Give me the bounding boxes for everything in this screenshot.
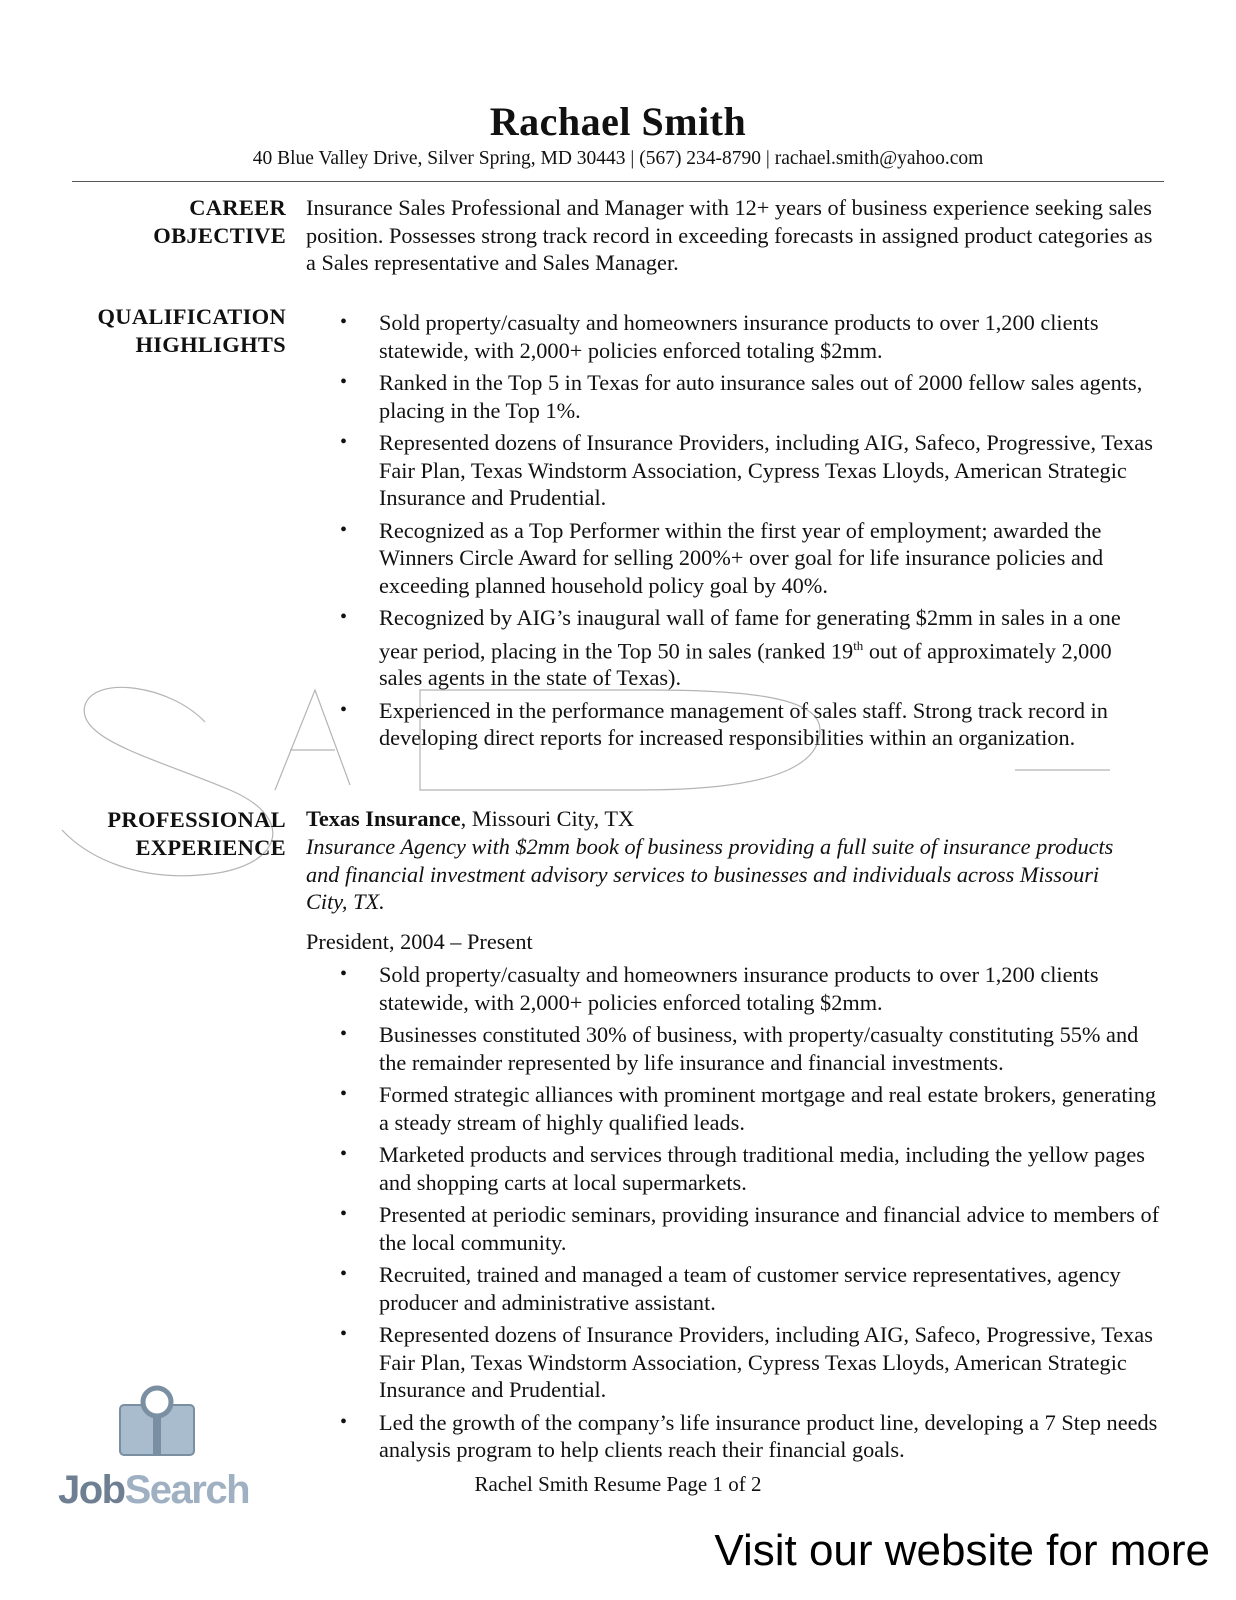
section-label-qualification-highlights: QUALIFICATION HIGHLIGHTS	[97, 304, 286, 357]
list-item: • Represented dozens of Insurance Providers, including AIG, Safeco, Progressive, Texas Fair Plan, Texas Windstorm Association, Cypress Texas Lloyds, American Strategic Insurance and Prudential.	[340, 429, 1160, 512]
experience-list	[340, 961, 1160, 1469]
list-item: • Recognized as a Top Performer within the first year of employment; awarded the Winners Circle Award for selling 200%+ over goal for life insurance policies and exceeding planned household policy goal by 40%.	[340, 517, 1160, 600]
jobsearch-logo-text: JobSearch	[58, 1468, 250, 1512]
header-divider	[72, 181, 1164, 182]
list-item: • Presented at periodic seminars, providing insurance and financial advice to members of the local community.	[340, 1201, 1160, 1256]
contact-line: 40 Blue Valley Drive, Silver Spring, MD 30443 | (567) 234-8790 | rachael.smith@yahoo.com	[252, 148, 984, 169]
list-item: • Recruited, trained and managed a team of customer service representatives, agency producer and administrative assistant.	[340, 1261, 1160, 1316]
list-item: • Sold property/casualty and homeowners insurance products to over 1,200 clients statewide, with 2,000+ policies enforced totaling $2mm.	[340, 961, 1160, 1016]
page-footer: Rachel Smith Resume Page 1 of 2	[474, 1472, 762, 1496]
career-objective-text: Insurance Sales Professional and Manager with 12+ years of business experience seeking sales position. Possesses strong track record in exceeding forecasts in assigned product categories as a Sales representative and Sales Manager.	[306, 195, 1153, 275]
list-item: • Experienced in the performance management of sales staff. Strong track record in developing direct reports for increased responsibilities within an organization.	[340, 697, 1160, 752]
company-location: , Missouri City, TX	[460, 806, 635, 831]
list-item: • Businesses constituted 30% of business, with property/casualty constituting 55% and the remainder represented by life insurance and financial investments.	[340, 1021, 1160, 1076]
candidate-name: Rachael Smith	[489, 99, 747, 144]
company-description: Insurance Agency with $2mm book of business providing a full suite of insurance products and financial investment advisory services to businesses and individuals across Missouri City, TX.	[306, 834, 1114, 914]
list-item: • Ranked in the Top 5 in Texas for auto insurance sales out of 2000 fellow sales agents, placing in the Top 1%.	[340, 369, 1160, 424]
section-label-professional-experience: PROFESSIONAL EXPERIENCE	[107, 807, 286, 860]
company-name: Texas Insurance	[306, 806, 461, 831]
company-line	[306, 806, 634, 832]
list-item: • Marketed products and services through traditional media, including the yellow pages and shopping carts at local supermarkets.	[340, 1141, 1160, 1196]
list-item: • Represented dozens of Insurance Providers, including AIG, Safeco, Progressive, Texas Fair Plan, Texas Windstorm Association, Cypress Texas Lloyds, American Strategic Insurance and Prudential.	[340, 1321, 1160, 1404]
list-item: • Formed strategic alliances with prominent mortgage and real estate brokers, generating a steady stream of highly qualified leads.	[340, 1081, 1160, 1136]
section-label-career-objective: CAREER OBJECTIVE	[153, 195, 286, 248]
list-item: • Led the growth of the company’s life insurance product line, developing a 7 Step needs analysis program to help clients reach their financial goals.	[340, 1409, 1160, 1464]
list-item: • Sold property/casualty and homeowners insurance products to over 1,200 clients statewide, with 2,000+ policies enforced totaling $2mm.	[340, 309, 1160, 364]
list-item: • Recognized by AIG’s inaugural wall of fame for generating $2mm in sales in a one year period, placing in the Top 50 in sales (ranked 19th out of approximately 2,000 sales agents in the state of Texas).	[340, 604, 1160, 692]
job-role: President, 2004 – Present	[306, 929, 533, 954]
qualification-list	[340, 309, 1160, 757]
visit-website-link[interactable]: Visit our website for more	[714, 1526, 1210, 1575]
